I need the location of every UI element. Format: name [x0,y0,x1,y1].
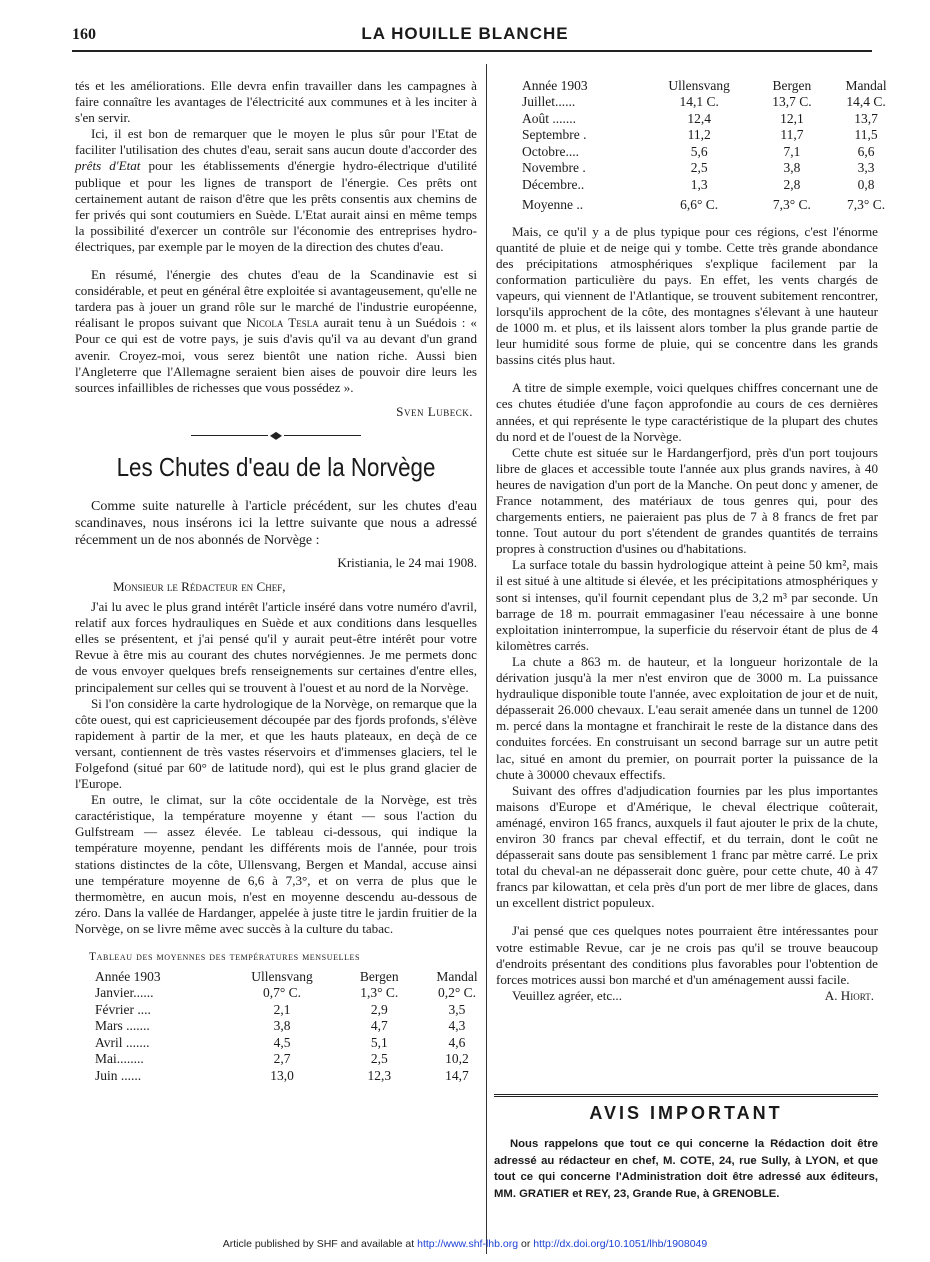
table-cell: 5,1 [370,1034,388,1050]
footer-text: or [521,1238,531,1250]
footer-text: Article published by SHF and available at [222,1238,415,1250]
table-cell: 0,2° C. [437,985,476,1001]
table-cell: 13,0 [270,1067,294,1083]
paragraph [75,267,477,396]
header-rule [72,50,872,52]
table-cell: 11,2 [687,127,711,142]
table-cell: 2,9 [370,1001,388,1017]
table-cell: 4,5 [273,1034,291,1050]
paragraph: tés et les améliorations. Elle devra enfin travailler dans les campagnes à faire connaître les avantages de l'électricité aux communes et à les inciter à s'en servir. [75,78,477,126]
ornament-line [284,435,361,436]
table-cell: 7,3° C. [772,197,811,212]
table-cell: 11,5 [854,127,878,142]
table-header: Ullensvang [668,78,730,93]
table-average-row [522,193,904,214]
person-name: Nicola Tesla [246,315,319,331]
table-row [522,127,904,144]
table-cell: 7,3° C. [847,197,886,212]
author-signature: A. Hiort. [824,987,874,1003]
table-cell: 1,3° C. [360,985,399,1001]
table-cell: Décembre.. [522,176,585,192]
text-span: En résumé, l'énergie des chutes d'eau de la Scandinavie est si considérable, et peut en général être exploitée si avantageusement, qu'elle ne tardera pas à jouer un grand rôle sur le marché de l'industrie européenne, réalisant le propos suivant que [75,267,477,331]
table-cell: 14,4 C. [846,94,886,109]
table-row [522,144,904,161]
text-span: Ici, il est bon de remarquer que le moyen le plus sûr pour l'Etat de faciliter l'utilisation des chutes d'eau, serait sans aucun doute d'accorder des [75,126,477,158]
table-cell: 11,7 [780,127,804,142]
paragraph: En outre, le climat, sur la côte occidentale de la Norvège, est très caractéristique, la température moyenne y étant — sous l'action du Gulfstream — assez élevée. Le tableau ci-dessous, qui indique la température moyenne, pendant les différents mois de l'année, pour trois stations distinctes de la côte, Ullensvang, Bergen et Mandal, accuse ainsi une température moyenne de 6,6 à 7,3°, et on verra de plus que le thermomètre, en aucun mois, n'est en moyenne descendu au-dessous de zéro. Dans la vallée de Hardanger, appelée à juste titre le jardin fruitier de la Norvège, on se livre même avec succès à la culture du tabac. [75,792,477,936]
temperature-table-part2 [522,78,904,214]
table-cell: Mars ....... [95,1018,150,1034]
table-row [522,177,904,194]
notice-title: AVIS IMPORTANT [589,1103,783,1123]
table-cell: 2,8 [783,176,801,192]
paragraph: Cette chute est située sur le Hardangerfjord, près d'un port toujours libre de glaces et accessible toute l'année aux plus grands navires, à 40 heures de navigation d'un port de la Manche. On peut donc y amener, de France notamment, des matériaux de tous genres qui, pour des chargements entiers, ne paieraient pas plus de 7 à 8 francs de fret par tonne. Tout autour du port s'étendent de grandes quantités de terrains propres à construction d'usines ou d'habitations. [496,444,878,557]
footer [0,1238,930,1250]
table-row [95,1051,497,1068]
table-cell: 5,6 [690,143,708,159]
table-cell: 0,8 [857,176,875,192]
letter-salutation: Monsieur le Rédacteur en Chef, [113,578,286,594]
table-header: Mandal [436,969,478,985]
table-cell: 12,1 [780,110,804,126]
table-cell: Mai........ [95,1051,144,1067]
table-cell: Octobre.... [522,143,579,159]
table-caption: Tableau des moyennes des températures mensuelles [89,951,361,964]
table-header: Bergen [359,969,399,985]
table-cell: 13,7 C. [772,94,812,109]
footer-link-doi[interactable]: http://dx.doi.org/10.1051/lhb/1908049 [533,1238,708,1250]
table-cell: 2,7 [273,1051,291,1067]
table-header-row [95,969,497,985]
table-header: Bergen [772,78,812,93]
table-cell: 2,5 [690,160,708,175]
table-cell: 4,6 [448,1034,466,1050]
table-header: Année 1903 [95,969,161,985]
table-cell: 7,1 [783,143,801,159]
table-cell: 14,1 C. [679,94,719,109]
table-row [95,1002,497,1019]
section-ornament [191,432,361,440]
paragraph [75,126,477,255]
table-row [522,94,904,111]
table-row [95,1035,497,1052]
table-row [95,1068,497,1085]
table-header: Ullensvang [251,969,313,985]
notice-text: Nous rappelons que tout ce qui concerne la Rédaction doit être adressé au rédacteur en chef, M. COTE, 24, rue Sully, à LYON, et que tout ce qui concerne l'Administration doit être adressé aux éditeurs, MM. GRATIER et REY, 23, Grande Rue, à GRENOBLE. [494,1138,878,1200]
ornament-diamond-icon [270,432,282,440]
journal-title: LA HOUILLE BLANCHE [361,24,569,43]
table-cell: 2,1 [273,1001,291,1017]
paragraph: Si l'on considère la carte hydrologique de la Norvège, on remarque que la côte ouest, qui est capricieusement découpée par des fjords profonds, s'élève rapidement à partir de la mer, et que les hauts plateaux, en deçà de ce versant, contiennent de très vastes réservoirs et d'immenses glaciers, tel le Folgefond (situé par 60° de latitude nord), qui est le plus grand glacier de l'Europe. [75,695,477,792]
left-column [75,78,477,1084]
table-cell: 12,3 [367,1067,392,1083]
table-cell: 4,7 [370,1018,388,1034]
table-cell: 0,7° C. [263,985,302,1001]
author-signature: Sven Lubeck. [396,403,473,419]
article-intro: Comme suite naturelle à l'article précédent, sur les chutes d'eau scandinaves, nous insérons ici la lettre suivante que nous a adressé récemment un de nos abonnés de Norvège : [75,498,477,548]
paragraph: J'ai lu avec le plus grand intérêt l'article inséré dans votre numéro d'avril, relatif aux forces hydrauliques en Suède et aux conditions dans lesquelles elles se présentent, et j'ai pensé qu'il y aurait peut-être intérêt pour votre Revue à être mis au courant des chutes norvégiennes. Je me permets donc de vous envoyer quelques brefs renseignements sur certaines d'entre elles, principalement sur celles qui se trouvent à l'ouest et au nord de la Norvège. [75,599,477,695]
table-row [95,1018,497,1035]
table-cell: Septembre . [522,127,587,142]
table-row [522,111,904,128]
closing-formula: Veuillez agréer, etc... [512,987,622,1003]
table-cell: 3,5 [448,1001,466,1017]
table-cell: 2,5 [370,1051,388,1067]
letter-dateline: Kristiania, le 24 mai 1908. [337,554,477,570]
article-title: Les Chutes d'eau de la Norvège [116,451,436,482]
table-cell: 1,3 [690,176,708,192]
table-cell: Janvier...... [95,985,154,1001]
footer-link-shf[interactable]: http://www.shf-lhb.org [417,1238,519,1250]
table-cell: 4,3 [448,1018,466,1034]
paragraph: La chute a 863 m. de hauteur, et la longueur horizontale de la dérivation jusqu'à la mer n'est environ que de 3000 m. La puissance hydraulique disponible toute l'année, avec exploitation de jour et de nuit, dépasserait 26.000 chevaux. L'eau serait amenée dans un tunnel de 1200 m. percé dans la montagne et franchirait le reste de la distance dans des conduites forcées. En construisant un second barrage sur un autre petit lac, situé en amont du premier, on pourrait porter la puissance de la chute à 30000 chevaux effectifs. [496,653,878,782]
notice-box [494,1094,878,1257]
table-cell: 6,6° C. [680,197,719,212]
table-cell: Juin ...... [95,1067,142,1083]
table-row [522,160,904,177]
temperature-table-part1 [95,969,497,1084]
table-cell: Août ....... [522,110,576,126]
table-cell: 3,3 [857,160,875,175]
paragraph: Mais, ce qu'il y a de plus typique pour ces régions, c'est l'énorme quantité de pluie et de neige qui y tombe. Cette très grande abondance des précipitations atmosphériques s'explique facilement par la conformation particulière du pays. En effet, les vents chargés de vapeurs, qui viennent de l'Atlantique, se trouvent subitement rencontrer, lorsqu'ils approchent de la côte, des montagnes s'élevant à une hauteur de 1000 m. et plus, et ils laissent alors tomber la plus grande partie de leur humidité sous forme de pluie, qui se concentre dans les grands bassins cités plus haut. [496,223,878,368]
table-cell: 3,8 [273,1018,291,1034]
table-cell: 3,8 [783,160,801,175]
right-column [496,78,887,1004]
table-header: Mandal [845,78,887,93]
page-number: 160 [72,26,96,43]
text-span: aurait tenu à un Suédois : « Pour ce qui est de votre pays, je suis d'avis qu'il va au devant d'un grand avenir. Croyez-moi, vous serez bientôt une nation riche. Aussi bien l'Angleterre que l'Allemagne seraient bien aises de pouvoir dire leurs les sources infaillibles de richesses que vous possédez ». [75,315,477,395]
table-header-row [522,78,904,94]
paragraph: La surface totale du bassin hydrologique atteint à peine 50 km², mais il est situé à une altitude si élevée, et les précipitations atmosphériques y sont si intenses, qu'il fournit cependant plus de 3,2 m³ par seconde. Un barrage de 18 m. pourrait emmagasiner l'eau nécessaire à une bonne exploitation ininterrompue, la superficie du réservoir étant de plus de 4 kilomètres carrés. [496,557,878,653]
table-header: Année 1903 [522,78,588,93]
table-cell: Février .... [95,1001,151,1017]
italic-term: prêts d'Etat [75,158,141,174]
text-span: pour les établissements d'énergie hydro-électrique d'utilité publique et pour les lignes de transport de l'énergie. Ces prêts ont certainement autant de raison d'être que les prêts consentis aux chemins de fer privés qui sont coutumiers en Suède. L'Etat aurait ainsi en même temps la possibilité d'exercer un contrôle sur l'économie des entreprises hydro-électriques, par exemple par le moyen de la direction des chutes d'eau. [75,158,477,254]
table-cell: 14,7 [445,1067,469,1083]
table-cell: 10,2 [445,1051,469,1067]
letter-closing [496,988,874,1004]
ornament-line [191,435,268,436]
paragraph: Suivant des offres d'adjudication fournies par les plus importantes maisons d'Europe et d'Amérique, le cheval électrique coûterait, aménagé, environ 165 francs, auxquels il faut ajouter le prix de la chute, environ 30 francs par cheval effectif, et du terrain, dont le coût ne dépasserait sans doute pas sensiblement 1 franc par mètre carré. Le prix total du cheval-an ne dépasserait donc guère, pour cette chute, 40 à 47 francs par kilowattan, et cela près d'un port de mer libre de glaces, dans un excellent district populeux. [496,782,878,911]
table-cell: Avril ....... [95,1034,150,1050]
table-cell: 12,4 [687,110,711,126]
table-cell: Juillet...... [522,94,576,109]
table-cell: 6,6 [857,143,875,159]
table-cell: Moyenne .. [522,197,584,212]
paragraph: J'ai pensé que ces quelques notes pourraient être intéressantes pour votre estimable Revue, car je ne crois pas qu'il se trouve beaucoup d'endroits présentant des conditions plus favorables pour l'obtention de forces motrices aussi bon marché et d'un aménagement aussi facile. [496,923,878,987]
table-cell: 13,7 [854,110,878,126]
paragraph: A titre de simple exemple, voici quelques chiffres concernant une de ces chutes étudiée d'une façon approfondie au cours de ces dernières années, et qui représente le type caractéristique de la plupart des chutes du nord et de l'ouest de la Norvège. [496,380,878,444]
table-cell: Novembre . [522,160,586,175]
table-row [95,985,497,1002]
